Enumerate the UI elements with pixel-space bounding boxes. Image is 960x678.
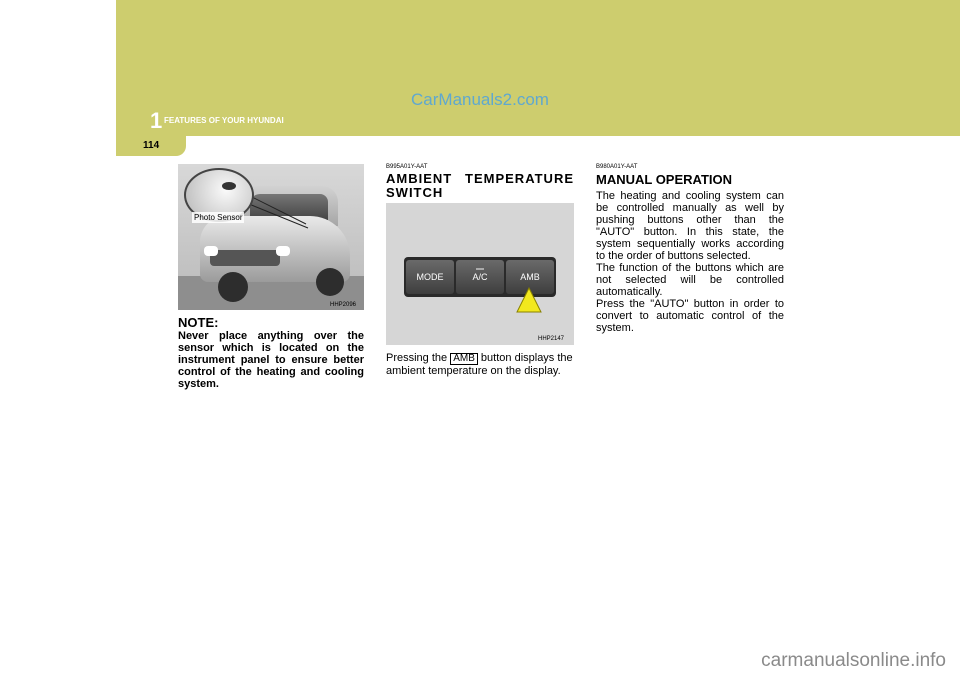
photo-sensor-label: Photo Sensor bbox=[194, 213, 243, 222]
section-code: B980A01Y-AAT bbox=[596, 164, 638, 170]
ac-button-label: A/C bbox=[472, 272, 488, 282]
page-number: 114 bbox=[143, 140, 160, 151]
body-text-before: Pressing the bbox=[386, 352, 451, 364]
sensor-zoom-bubble bbox=[184, 168, 254, 222]
paragraph: The heating and cooling system can be controlled manually as well by pushing buttons other than the "AUTO" button. In this state, the system sequentially works according to the order of buttons selected. bbox=[596, 190, 784, 262]
body-text bbox=[596, 190, 784, 334]
figure-code: HHP2147 bbox=[538, 336, 565, 342]
figure-code: HHP2096 bbox=[330, 302, 357, 308]
body-text bbox=[386, 352, 574, 377]
photo-sensor-icon bbox=[222, 182, 236, 190]
section-number: 1 bbox=[150, 108, 163, 133]
section-heading bbox=[386, 172, 574, 200]
control-panel-figure bbox=[386, 203, 574, 345]
section-title: FEATURES OF YOUR HYUNDAI bbox=[164, 116, 284, 125]
section-code: B995A01Y-AAT bbox=[386, 164, 428, 170]
paragraph: The function of the buttons which are not selected will be controlled automatically. bbox=[596, 262, 784, 298]
ac-button bbox=[456, 260, 504, 294]
amb-key-label: AMB bbox=[450, 353, 478, 365]
bottom-watermark-link[interactable]: carmanualsonline.info bbox=[761, 650, 946, 671]
pointer-arrow-icon bbox=[516, 287, 542, 313]
section-heading: MANUAL OPERATION bbox=[596, 172, 733, 187]
paragraph: Press the "AUTO" button in order to convert to automatic control of the system. bbox=[596, 298, 784, 334]
heading-line-2: SWITCH bbox=[386, 185, 444, 200]
note-heading: NOTE: bbox=[178, 315, 219, 330]
note-text: Never place anything over the sensor which is located on the instrument panel to ensure better control of the heating and cooling system. bbox=[178, 330, 364, 390]
mode-button: MODE bbox=[406, 260, 454, 294]
amb-button: AMB bbox=[506, 260, 554, 294]
ac-indicator-icon bbox=[476, 268, 484, 270]
top-watermark-link[interactable]: CarManuals2.com bbox=[411, 90, 549, 109]
car-photo bbox=[178, 164, 364, 310]
body-text-after: button displays the ambient temperature on the display. bbox=[386, 352, 573, 377]
heading-line-1: AMBIENT TEMPERATURE bbox=[386, 171, 574, 186]
